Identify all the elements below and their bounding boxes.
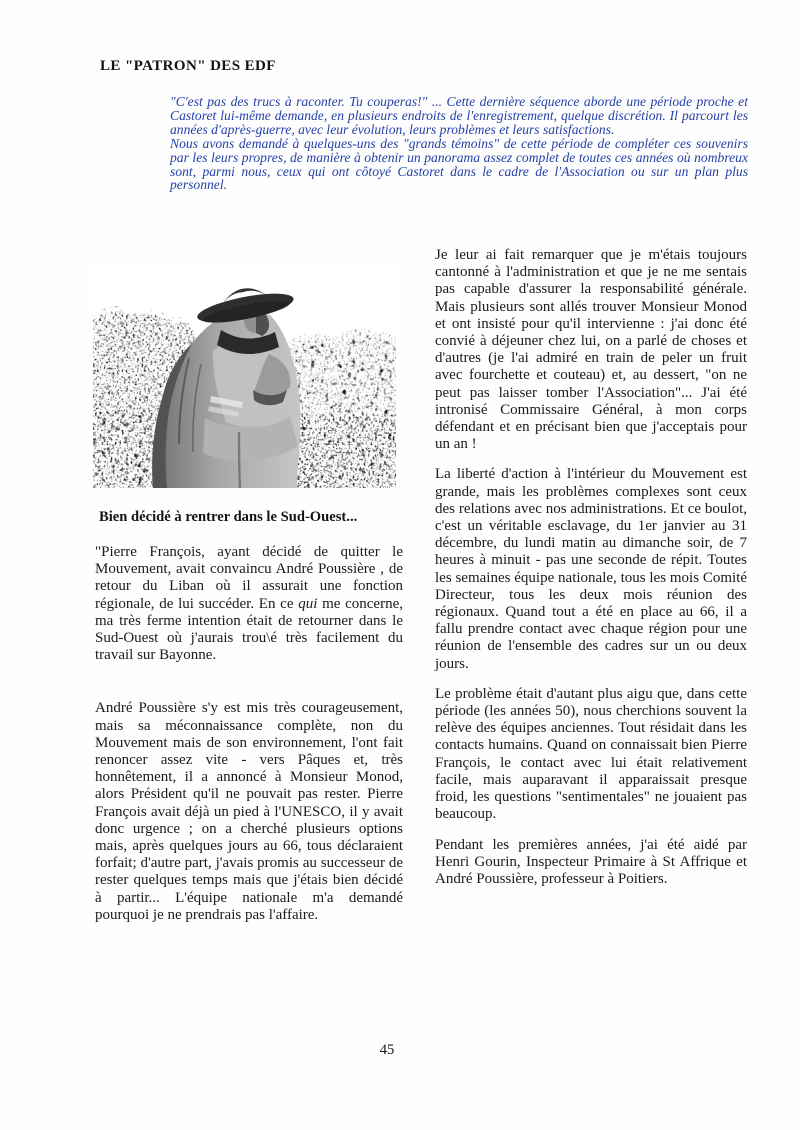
intro-paragraph-2: Nous avons demandé à quelques-uns des "grands témoins" de cette période de compléter ces souvenirs par les leurs propres, de manière à obtenir un panorama assez complet de toutes ces années où nombreux sont, parmi nous, ceux qui ont côtoyé Castoret dans le cadre de l'Association ou sur un plan plus personnel.: [170, 135, 748, 193]
photo-caption: Bien décidé à rentrer dans le Sud-Ouest...: [99, 509, 358, 525]
paragraph-segment: me concerne, ma très ferme intention était de retourner dans le Sud-Ouest où j'aurais trou\é très facilement du travail sur Bayonne.: [95, 595, 403, 664]
page-number: 45: [379, 1042, 395, 1058]
paragraph-segment-italic: qui: [298, 595, 318, 612]
intro-paragraph-1: "C'est pas des trucs à raconter. Tu couperas!" ... Cette dernière séquence aborde une période proche et Castoret lui-même demande, en plusieurs endroits de l'enregistrement, quelque discrétion. Il parcourt les années d'après-guerre, avec leur évolution, leurs problèmes et leurs satisfactions.: [170, 94, 748, 137]
right-paragraph-1: Je leur ai fait remarquer que je m'étais toujours cantonné à l'administration et que je ne me sentais pas capable d'assurer la responsabilité générale. Mais plusieurs sont allés trouver Monsieur Monod et ont insisté pour qu'il intervienne : j'ai donc été convié à déjeuner chez lui, on a parlé de choses et d'autres (je l'ai admiré en train de peler un fruit avec fourchette et couteau) et, au dessert, "on ne peut pas laisser tomber l'Association"... J'ai été intronisé Commissaire Général, à mon corps défendant et en précisant bien que j'acceptais pour un an !: [435, 247, 747, 453]
intro-block: [170, 95, 748, 192]
left-paragraph-1: [95, 544, 403, 664]
right-paragraph-3: Le problème était d'autant plus aigu que, dans cette période (les années 50), nous cherchions souvent la relève des équipes anciennes. Tout résidait dans les contacts humains. Quand on connaissait bien Pierre François, le contact avec lui était relativement facile, mais auparavant il apparaissait presque froid, les questions "sentimentales" ne jouaient pas beaucoup.: [435, 685, 747, 823]
right-paragraph-4: Pendant les premières années, j'ai été aidé par Henri Gourin, Inspecteur Primaire à St Affrique et André Poussière, professeur à Poitiers.: [435, 836, 747, 887]
right-paragraph-2: La liberté d'action à l'intérieur du Mouvement est grande, mais les problèmes complexes sont ceux des relations avec nos administrations. Et ce boulot, c'est un véritable esclavage, du 1er janvier au 31 décembre, du lundi matin au dimanche soir, de 7 heures à minuit - pas une seconde de répit. Toutes les semaines équipe nationale, tous les mois Comité Directeur, tous les deux mois réunion des régionaux. Quand tout a été en place au 66, il a fallu prendre contact avec chaque région pour une réunion de l'ensemble des cadres sur un ou deux jours.: [435, 466, 747, 672]
paragraph-segment: "Pierre François, ayant décidé de quitter le Mouvement, avait convaincu André Poussière , de retour du Liban où il assurait une fonction régionale, de lui succéder. En ce: [95, 544, 403, 612]
statue-photo-image: [93, 268, 396, 488]
photo-grain-overlay: [93, 268, 396, 488]
left-paragraph-2: André Poussière s'y est mis très courageusement, mais sa méconnaissance complète, non du Mouvement mais de son environnement, l'ont fait renoncer assez vite - vers Pâques et, très honnêtement, il a annoncé à Monsieur Monod, alors Président qu'il ne pouvait pas rester. Pierre François avait déjà un pied à l'UNESCO, il y avait donc urgence ; on a cherché plusieurs options mais, après quelques jours au 66, tous déclaraient forfait; d'autre part, j'avais promis au successeur de rester quelques temps mais que j'étais bien décidé à partir... L'équipe nationale m'a demandé pourquoi je ne prendrais pas l'affaire.: [95, 700, 403, 923]
page-title: LE "PATRON" DES EDF: [100, 58, 276, 74]
statue-photo: [93, 268, 396, 488]
left-column: [95, 509, 403, 924]
right-column: [435, 247, 747, 901]
